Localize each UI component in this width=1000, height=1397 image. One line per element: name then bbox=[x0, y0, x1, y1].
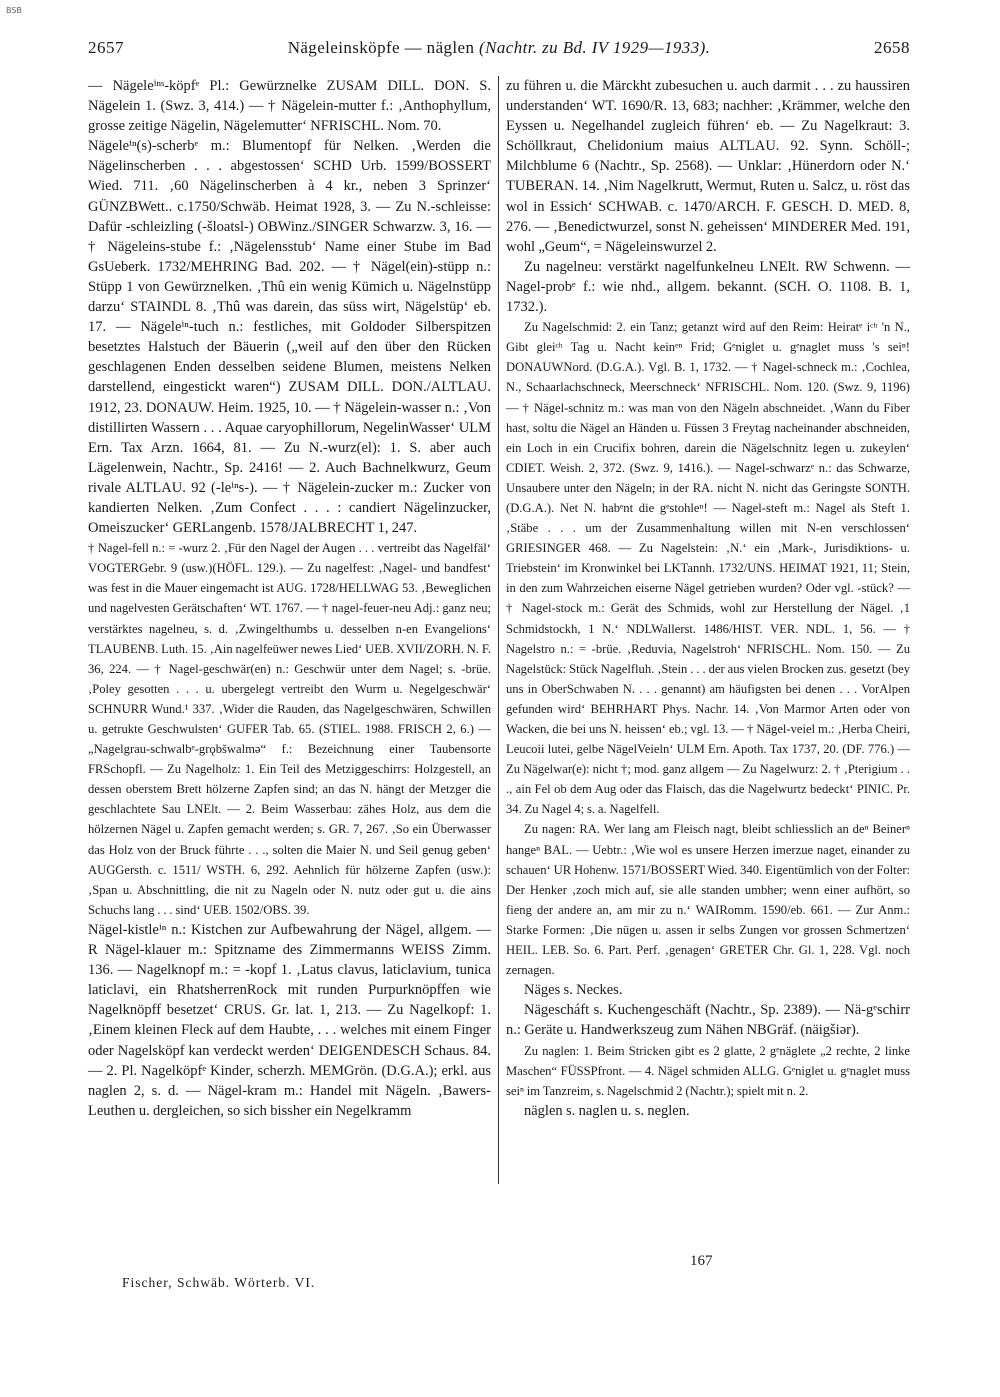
right-entry: Zu nagelneu: verstärkt nagelfunkelneu LNElt. RW Schwenn. — Nagel-probᵉ f.: wie nhd., allgem. bekannt. (SCH. O. 1108. B. 1, 1732.). bbox=[506, 258, 910, 316]
left-entry: Nägeleⁱⁿ(s)-scherbᵉ m.: Blumentopf für Nelken. ‚Werden die Nägelinscherben . . . abgestossen‘ SCHD Urb. 1599/BOSSERT Wied. 711. ‚60 Nägelinscherben à 4 kr., neben 3 Sprinzer‘ GÜNZBWett.. c.1750/Schwäb. Heimat 1928, 3. — Zu N.-schleisse: Dafür -schleizling (-šloatsl-) OBWinz./SINGER Schwarzw. 3, 16. — † Nägeleins-stube f.: ‚Nägelensstub‘ Name einer Stube im Bad GsUeberk. 1732/MEHRING Bad. 202. — † Nägel(ein)-stüpp n.: Stüpp 1 von Gewürznelken. ‚Thû ein wenig Kümich u. Nägelnstüpp darzu‘ STAINDL 8. ‚Thû was darein, das süss wirt, Nägelstüp‘ eb. 17. — Nägeleⁱⁿ-tuch n.: festliches, mit Goldoder Silberspitzen besetztes Halstuch der Bäuerin („weil auf den über den Rücken geschlagenen Enden desselben seidene Blumen, meistens Nelken darstellend, eingestickt waren“) ZUSAM DILL. DON./ALTLAU. 1912, 23. DONAUW. Heim. 1925, 10. — † Nägelein-wasser n.: ‚Von distillirten Wassern . . . Aquae caryophillorum, NegelinWasser‘ ULM Ern. Tax Arzn. 1664, 81. — Zu N.-wurz(el): 1. S. aber auch Lägelenwein, Nachtr., Sp. 2416! — 2. Auch Bachnelkwurz, Geum rivale ALTLAU. 92 (-leⁱⁿs-). — † Nägelein-zucker m.: Zucker von kandierten Nelken. ‚Zum Confect . . . : candiert Nägelinzucker, Omeiszucker‘ GERLangenb. 1578/JALBRECHT 1, 247. bbox=[88, 138, 491, 537]
column-divider bbox=[498, 76, 499, 1184]
page-number-right: 2658 bbox=[874, 38, 910, 57]
right-entry: zu führen u. die Märckht zubesuchen u. auch darmit . . . zu haussiren understanden‘ WT. 1690/R. 13, 683; nachher: ‚Krämmer, welche den Eyssen u. Negelhandel zugleich führen‘ eb. — Zu Nagelkraut: 3. Schöllkraut, Chelidonium maius ALTLAU. 92. Synn. Schöll-; Milchblume 6 (Nachtr., Sp. 2568). — Unklar: ‚Hünerdorn oder N.‘ TUBERAN. 14. ‚Nim Nagelkrutt, Wermut, Ruten u. Salcz, u. röst das wol in Essich‘ SCHWAB. c. 1470/ARCH. F. GESCH. D. MED. 8, 276. — ‚Benedictwurzel, sonst N. geheissen‘ MINDERER Med. 191, wohl „Geum“, = Nägeleinswurzel 2. bbox=[506, 78, 910, 255]
right-entry: Zu naglen: 1. Beim Stricken gibt es 2 glatte, 2 gᵉnäglete „2 rechte, 2 linke Maschen“ FÜSSPfront. — 4. Nägel schmiden ALLG. Gᵉniglet u. gᵉnaglet muss seiⁿ im Tanzreim, s. Nagelschmid 2 (Nachtr.); spielt mit n. 2. bbox=[506, 1043, 910, 1098]
footer-number: 167 bbox=[690, 1253, 713, 1269]
right-entry: Näges s. Neckes. bbox=[524, 982, 623, 999]
right-entry: Zu nagen: RA. Wer lang am Fleisch nagt, bleibt schliesslich an deⁿ Beinerⁿ hangeⁿ BAL. — Uebtr.: ‚Wie wol es unsere Herzen imerzue naget, einander zu schauen‘ UR Hohenw. 1571/BOSSERT Wied. 340. Eigentümlich von der Folter: Der Henker ‚zoch mich auf, sie alle standen umbher; wenn einer aufhört, so fieng der andere an, am mir zu n.‘ WAIRomm. 1590/eb. 661. — Zur Anm.: Starke Formen: ‚Die nügen u. assen ir selbs Zungen vor grossen Schmertzen‘ HEIL. LEB. So. 6. Part. Perf. ‚genagen‘ GRETER Chr. Gl. 1, 228. Vgl. noch zernagen. bbox=[506, 822, 911, 978]
running-title bbox=[88, 38, 910, 58]
left-entry: † Nagel-fell n.: = -wurz 2. ‚Für den Nagel der Augen . . . vertreibt das Nagelfäl‘ VOGTERGebr. 9 (usw.)(HÖFL. 129.). — Zu nagelfest: ‚Nagel- und bandfest‘ was fest in die Mauer eingemacht ist AUG. 1728/HELLWAG 53. ‚Beweglichen und nagelvesten Gerätschaften‘ WT. 1767. — † nagel-feuer-neu Adj.: ganz neu; verstärktes nagelneu, s. d. ‚Zwingelthumbs u. desselben n-en Evangelions‘ TLAUBENB. Luth. 15. ‚Ain nagelfeüwer newes Lied‘ UEB. XVII/ZORH. N. F. 36, 224. — † Nagel-geschwär(en) n.: Geschwür unter dem Nagel; s. -brüe. ‚Poley gesotten . . . u. ubergelegt vertreibt den Wurm u. Negelgeschwär‘ SCHNURR Wund.¹ 337. ‚Wider die Rauden, das Nagelgeschwären, Schwillen u. getrukte Geschwulsten‘ GUFER Tab. 65. (STIEL. 1988. FRISCH 2, 6.) — „Nagelgrau-schwalbᵉ-grǫbšwalmə“ f.: Bezeichnung einer Taubensorte FRSchopfl. — Zu Nagelholz: 1. Ein Teil des Metziggeschirrs: Holzgestell, an dessen oberstem Brett hölzerne Zapfen sind; an das N. hängt der Metzger die geschlachtete Sau LNElt. — 2. Beim Wasserbau: zähes Holz, aus dem die hölzernen Nägel u. Zapfen gemacht werden; s. GR. 7, 267. ‚So ein Überwasser das Holz von der Bruck führte . . ., solten die Maier N. und Seil genug geben‘ AUGGersth. c. 1511/ WSTH. 6, 292. Aehnlich für hölzerne Zapfen (usw.): ‚Span u. Abschnittling, die nit zu Nageln oder N. nutz oder gut u. die ains Schuchs lang . . . sind‘ UEB. 1502/OBS. 39. bbox=[88, 541, 491, 917]
right-column bbox=[506, 76, 910, 1121]
right-entry: näglen s. naglen u. s. neglen. bbox=[524, 1102, 690, 1119]
page-number-left: 2657 bbox=[88, 38, 124, 57]
running-title-main: Nägeleinsköpfe — näglen bbox=[287, 38, 475, 57]
page-header bbox=[88, 38, 910, 66]
left-entry: — Nägeleⁱⁿˢ-köpfᵉ Pl.: Gewürznelke ZUSAM DILL. DON. S. Nägelein 1. (Swz. 3, 414.) — † Nägelein-mutter f.: ‚Anthophyllum, grosse zeitige Nägelin, Nägelemutter‘ NFRISCHL. Nom. 70. bbox=[88, 78, 491, 135]
footer-source: Fischer, Schwäb. Wörterb. VI. bbox=[122, 1275, 316, 1290]
left-column bbox=[88, 76, 491, 1121]
running-title-italic: (Nachtr. zu Bd. IV 1929—1933). bbox=[479, 38, 711, 57]
right-entry: Zu Nagelschmid: 2. ein Tanz; getanzt wird auf den Reim: Heiratᵉ iᶜʰ 'n N., Gibt gleiᶜʰ Tag u. Nacht keinᵉⁿ Frid; Gᵉniglet u. gᵉnaglet muss 's seiⁿ! DONAUWNord. (D.G.A.). Vgl. B. 1, 1732. — † Nagel-schneck m.: ‚Cochlea, N., Schaarlachschneck, Meerschneck‘ NFRISCHL. Nom. 120. (Swz. 9, 1196) — † Nägel-schnitz m.: was man von den Nägeln abschneidet. ‚Wann du Fiber hast, soltu die Nägel an Händen u. Füssen 3 Freytag nacheinander abschneiden, ein Loch in ein Crucifix bohren, darein die Nägelschnitz legen u. zukeylen‘ CDIET. Weish. 2, 372. (Swz. 9, 1416.). — Nagel-schwarzᵉ n.: das Schwarze, Unsaubere unter den Nägeln; in der RA. nicht N. nicht das Geringste SONTH. (D.G.A.). Net N. habᵉnt die gᵉstohleⁿ! — Nagel-steft m.: Nagel als Steft 1. ‚Stäbe . . . um der Zusammenhaltung willen mit N-en verschlossen‘ GRIESINGER 468. — Zu Nagelstein: ‚N.‘ ein ‚Mark-, Jurisdiktions- u. Triebstein‘ im Kronwinkel bei LKTannh. 1732/UNS. HEIMAT 1921, 11; Stein, in den zum Wahrzeichen eiserne Nägel getrieben wurden? Oder vgl. -stück? — † Nagel-stock m.: Gerät des Schmids, wohl zur Herstellung der Nägel. ‚1 Schmidstockh, 1 N.‘ NDLWallerst. 1486/HIST. VER. NDL. 1, 56. — † Nagelstro n.: = -brüe. ‚Reduvia, Nagelstroh‘ NFRISCHL. Nom. 150. — Zu Nagelstück: Stück Nagelfluh. ‚Stein . . . der aus vielen Brocken zus. gesetzt (bey uns in OberSchwaben N. . . . genannt) am häufigsten bei denen . . . VorAlpen gefunden wird‘ BEHRHART Phys. Nachr. 14. ‚Von Marmor Arten oder von Wacken, die bei uns N. heissen‘ eb.; vgl. 13. — † Nägel-veiel m.: ‚Herba Cheiri, Leucoii lutei, gelbe NägelVeieln‘ ULM Ern. Apoth. Tax 1737, 20. (DF. 776.) — Zu Nägelwar(e): nicht †; mod. ganz allgem — Zu Nagelwurz: 2. † ‚Pterigium . . ., ain Fel ob dem Aug oder das Flaisch, das die Nagelwurtz bedeckt‘ PINIC. Pr. 34. Zu Nagel 4; s. a. Nagelfell. bbox=[506, 320, 910, 817]
right-entry: Nägescháft s. Kuchengeschäft (Nachtr., Sp. 2389). — Nä-gᵉschirr n.: Geräte u. Handwerkszeug zum Nähen NBGräf. (näigšiər). bbox=[506, 1002, 910, 1039]
left-entry: Nägel-kistleⁱⁿ n.: Kistchen zur Aufbewahrung der Nägel, allgem. — R Nägel-klauer m.: Spitzname des Zimmermanns WEISS Zimm. 136. — Nagelknopf m.: = -kopf 1. ‚Latus clavus, laticlavium, tunica laticlavi, ein RhatsherrenRock mit runden Purpurknöpffen wie Nagelknöpff besetzet‘ CRUS. Gr. lat. 1, 213. — Zu Nagelkopf: 1. ‚Einem kleinen Fleck auf dem Haubte, . . . welches mit einem Finger oder Nagelsköpf kan verdeckt werden‘ DEIGENDESCH Schaus. 84. — 2. Pl. Nagelköpfᵉ Kinder, scherzh. MEMGrön. (D.G.A.); erkl. aus naglen 2, s. d. — Nägel-kram m.: Handel mit Nägeln. ‚Bawers-Leuthen u. dergleichen, so sich bissher ein Negelkramm bbox=[88, 921, 491, 1119]
library-stamp: BSB bbox=[6, 6, 22, 15]
